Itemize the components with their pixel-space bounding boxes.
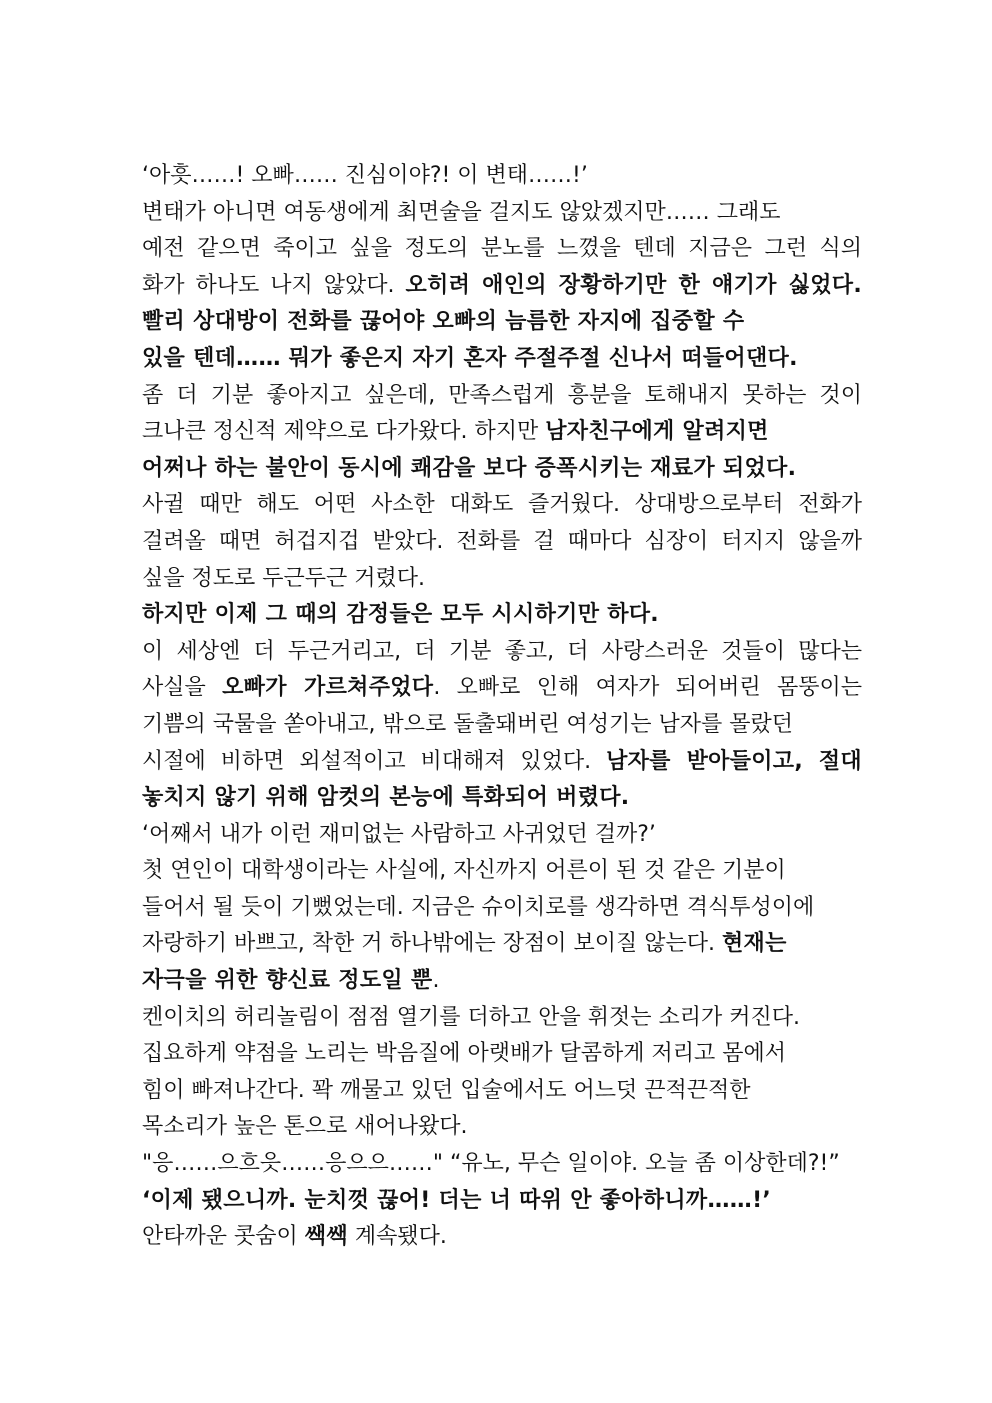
line-19 [142,817,862,854]
text-line: 힘이 빠져나간다. 꽉 깨물고 있던 입술에서도 어느덧 끈적끈적한 [142,1077,751,1103]
line-21 [142,890,862,927]
text-line: 예전 같으면 죽이고 싶을 정도의 분노를 느꼈을 텐데 지금은 그런 식의 [142,236,862,262]
text-line: 기쁨의 국물을 쏟아내고, 밖으로 돌출돼버린 여성기는 남자를 몰랐던 [142,711,794,737]
bold-text-line: 하지만 이제 그 때의 감정들은 모두 시시하기만 하다. [142,602,659,628]
bold-text-segment: 현재는 [721,931,787,957]
bold-dialogue-line: ‘이제 됐으니까. 눈치껏 끊어! 더는 너 따위 안 좋아하니까……!’ [142,1187,772,1213]
text-line: 변태가 아니면 여동생에게 최면술을 걸지도 않았겠지만…… 그래도 [142,199,781,225]
line-06 [142,341,862,378]
line-30 [142,1219,862,1256]
line-26 [142,1073,862,1110]
bold-text-segment: 오히려 애인의 장황하기만 한 얘기가 싫었다. [405,272,862,298]
text-segment: 자랑하기 바쁘고, 착한 거 하나밖에는 장점이 보이질 않는다. [142,931,722,957]
text-segment: . [432,968,440,994]
line-23 [142,963,862,1000]
bold-text-line: 있을 텐데…… 뭐가 좋은지 자기 혼자 주절주절 신나서 떠들어댄다. [142,345,798,371]
line-29 [142,1183,862,1220]
text-line: 걸려올 때면 허겁지겁 받았다. 전화를 걸 때마다 심장이 터지지 않을까 [142,528,862,554]
story-text [142,158,862,1256]
bold-text-segment: 오빠가 가르쳐주었다 [222,675,434,701]
text-line: 좀 더 기분 좋아지고 싶은데, 만족스럽게 흥분을 토해내지 못하는 것이 [142,382,862,408]
line-17 [142,744,862,781]
line-27 [142,1109,862,1146]
line-22 [142,926,862,963]
text-segment: 사실을 [142,675,223,701]
line-20 [142,853,862,890]
line-07 [142,378,862,415]
text-line: 들어서 될 듯이 기뻤었는데. 지금은 슈이치로를 생각하면 격식투성이에 [142,894,815,920]
text-line: 켄이치의 허리놀림이 점점 열기를 더하고 안을 휘젓는 소리가 커진다. [142,1004,800,1030]
line-05 [142,304,862,341]
line-03 [142,231,862,268]
line-12 [142,561,862,598]
text-segment: 크나큰 정신적 제약으로 다가왔다. 하지만 [142,419,546,445]
bold-text-segment: 자극을 위한 향신료 정도일 뿐 [142,968,433,994]
line-01 [142,158,862,195]
line-11 [142,524,862,561]
text-line: 첫 연인이 대학생이라는 사실에, 자신까지 어른이 된 것 같은 기분이 [142,858,786,884]
dialogue-line: ‘아흣……! 오빠…… 진심이야?! 이 변태……!’ [142,163,588,188]
line-09 [142,451,862,488]
line-14 [142,634,862,671]
dialogue-line: "응……으흐읏……응으으……" “유노, 무슨 일이야. 오늘 좀 이상한데?!” [142,1151,840,1177]
line-02 [142,195,862,232]
line-24 [142,1000,862,1037]
text-line: 이 세상엔 더 두근거리고, 더 기분 좋고, 더 사랑스러운 것들이 많다는 [142,638,862,664]
line-10 [142,487,862,524]
bold-text-line: 어쩌나 하는 불안이 동시에 쾌감을 보다 증폭시키는 재료가 되었다. [142,455,797,481]
bold-text-segment: 남자를 받아들이고, 절대 [606,748,862,774]
text-segment: 화가 하나도 나지 않았다. [142,272,406,298]
line-08 [142,414,862,451]
line-04 [142,268,862,305]
text-line: 싶을 정도로 두근두근 거렸다. [142,565,425,591]
bold-text-segment: 쌕쌕 [304,1224,348,1250]
bold-text-segment: 남자친구에게 알려지면 [545,419,769,445]
line-28 [142,1146,862,1183]
line-18 [142,780,862,817]
line-13 [142,597,862,634]
bold-text-line: 놓치지 않기 위해 암컷의 본능에 특화되어 버렸다. [142,785,630,811]
text-segment: 시절에 비하면 외설적이고 비대해져 있었다. [142,748,607,774]
text-segment: 안타까운 콧숨이 [142,1224,305,1250]
text-segment: . 오빠로 인해 여자가 되어버린 몸뚱이는 [433,675,863,701]
text-line: 집요하게 약점을 노리는 박음질에 아랫배가 달콤하게 저리고 몸에서 [142,1041,787,1067]
line-15 [142,670,862,707]
line-16 [142,707,862,744]
bold-text-line: 빨리 상대방이 전화를 끊어야 오빠의 늠름한 자지에 집중할 수 [142,309,745,335]
text-segment: 계속됐다. [347,1224,447,1250]
text-line: 목소리가 높은 톤으로 새어나왔다. [142,1114,468,1140]
dialogue-line: ‘어째서 내가 이런 재미없는 사람하고 사귀었던 걸까?’ [142,821,656,847]
line-25 [142,1036,862,1073]
text-line: 사귈 때만 해도 어떤 사소한 대화도 즐거웠다. 상대방으로부터 전화가 [142,492,862,518]
